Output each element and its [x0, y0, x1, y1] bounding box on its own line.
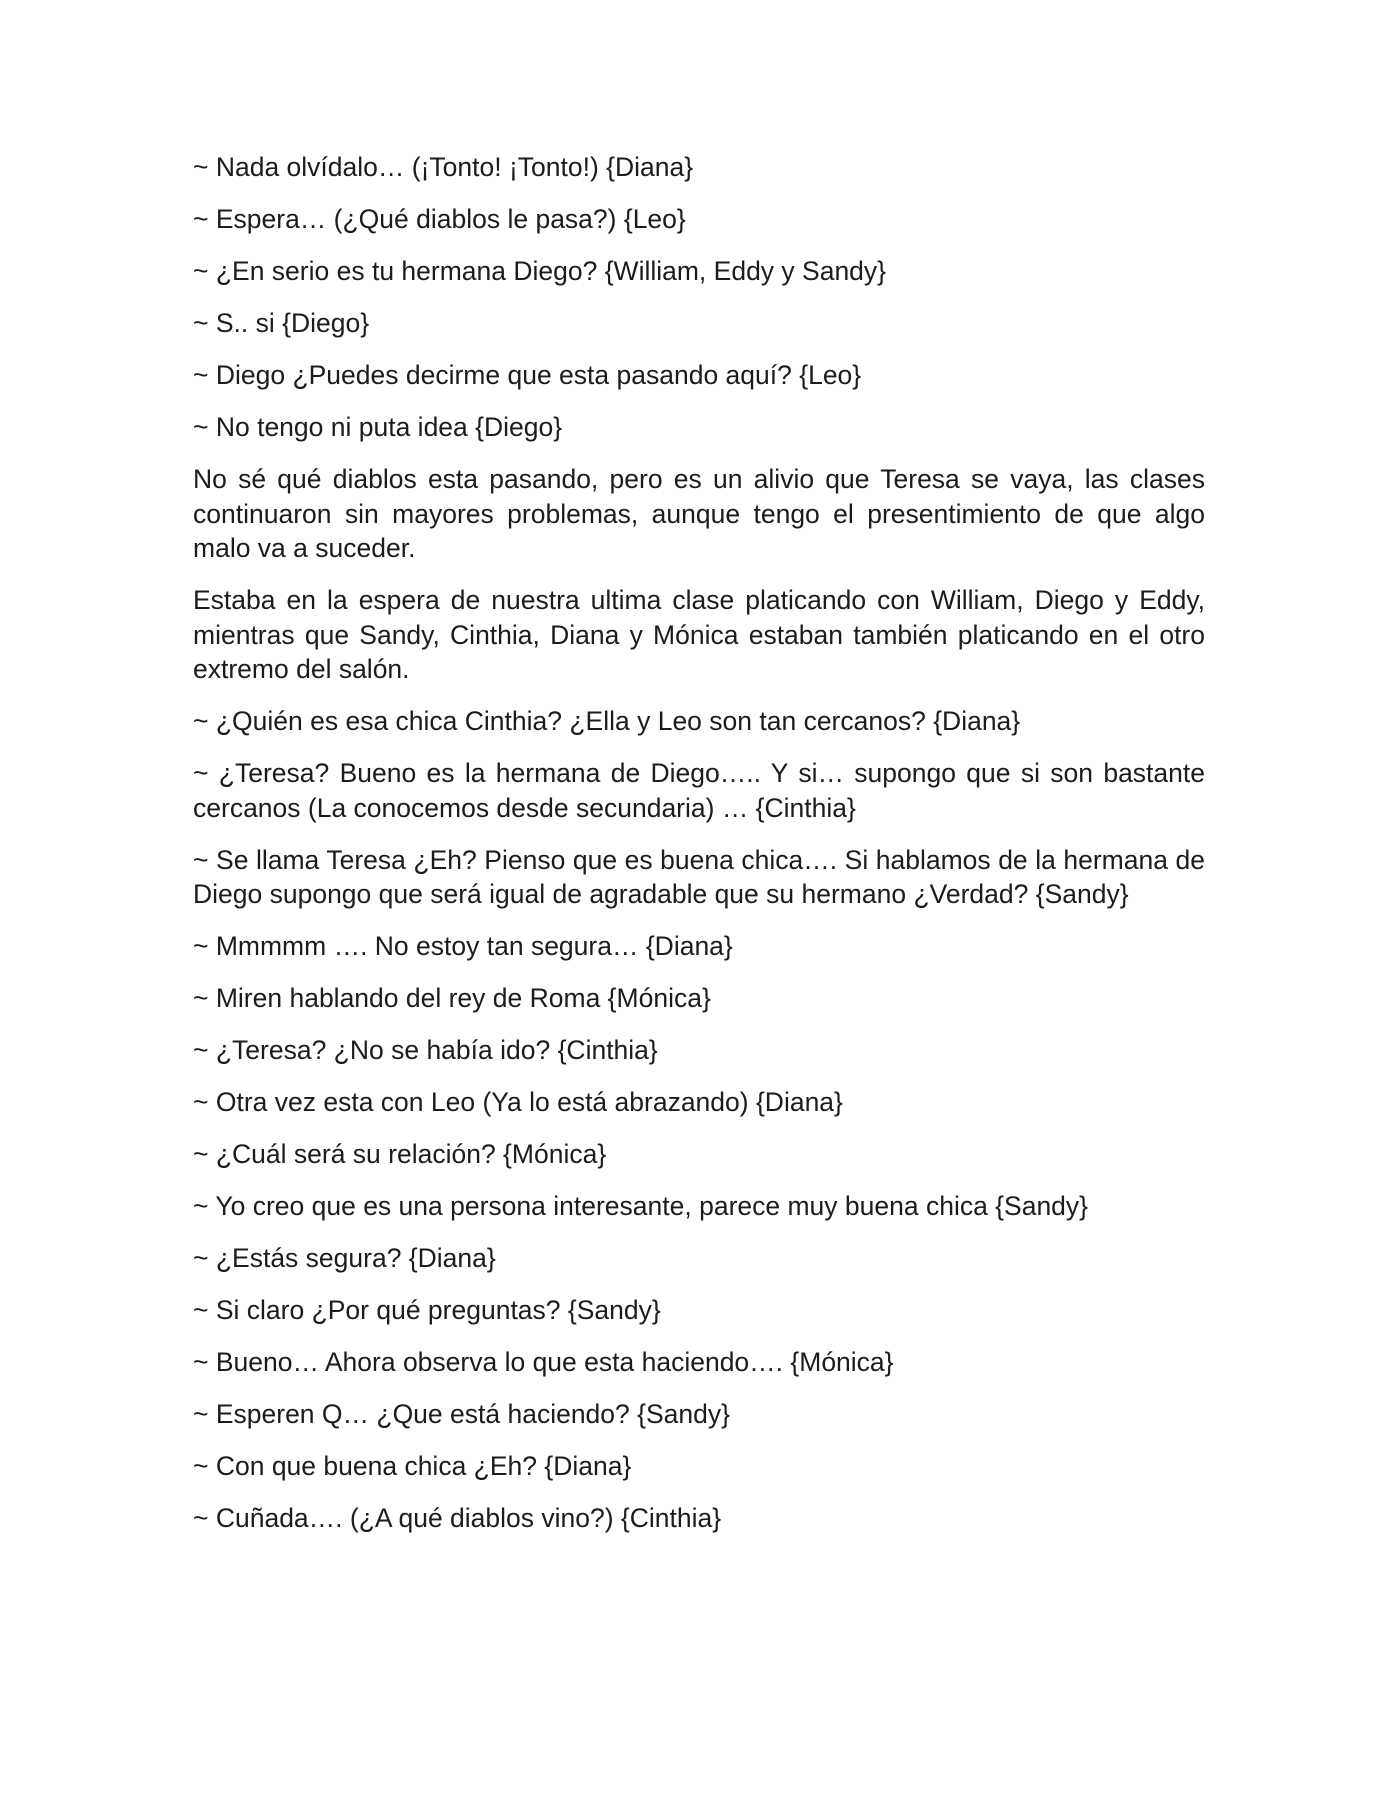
dialogue-line: ~ Nada olvídalo… (¡Tonto! ¡Tonto!) {Diana}: [193, 152, 694, 182]
dialogue-line: ~ Cuñada…. (¿A qué diablos vino?) {Cinthia}: [193, 1503, 722, 1533]
narrative-paragraph: No sé qué diablos esta pasando, pero es un alivio que Teresa se vaya, las clases continuaron sin mayores problemas, aunque tengo el presentimiento de que algo malo va a suceder.: [193, 464, 1205, 563]
dialogue-line: ~ ¿Estás segura? {Diana}: [193, 1243, 496, 1273]
dialogue-line: ~ S.. si {Diego}: [193, 308, 370, 338]
dialogue-line: ~ Con que buena chica ¿Eh? {Diana}: [193, 1451, 632, 1481]
dialogue-line: ~ No tengo ni puta idea {Diego}: [193, 412, 563, 442]
dialogue-paragraph: ~ ¿Teresa? Bueno es la hermana de Diego….. Y si… supongo que si son bastante cercanos (La conocemos desde secundaria) … {Cinthia}: [193, 758, 1205, 823]
dialogue-line: ~ Bueno… Ahora observa lo que esta haciendo…. {Mónica}: [193, 1347, 894, 1377]
dialogue-line: ~ ¿Quién es esa chica Cinthia? ¿Ella y Leo son tan cercanos? {Diana}: [193, 706, 1021, 736]
dialogue-line: ~ Diego ¿Puedes decirme que esta pasando aquí? {Leo}: [193, 360, 862, 390]
narrative-paragraph: Estaba en la espera de nuestra ultima clase platicando con William, Diego y Eddy, mientras que Sandy, Cinthia, Diana y Mónica estaban también platicando en el otro extremo del salón.: [193, 585, 1205, 684]
dialogue-line: ~ Si claro ¿Por qué preguntas? {Sandy}: [193, 1295, 661, 1325]
dialogue-line: ~ Espera… (¿Qué diablos le pasa?) {Leo}: [193, 204, 686, 234]
dialogue-line: ~ Miren hablando del rey de Roma {Mónica}: [193, 983, 711, 1013]
dialogue-line: ~ Esperen Q… ¿Que está haciendo? {Sandy}: [193, 1399, 730, 1429]
dialogue-line: ~ ¿Teresa? ¿No se había ido? {Cinthia}: [193, 1035, 658, 1065]
dialogue-line: ~ Yo creo que es una persona interesante, parece muy buena chica {Sandy}: [193, 1191, 1089, 1221]
dialogue-line: ~ Otra vez esta con Leo (Ya lo está abrazando) {Diana}: [193, 1087, 843, 1117]
dialogue-paragraph: ~ Se llama Teresa ¿Eh? Pienso que es buena chica…. Si hablamos de la hermana de Diego supongo que será igual de agradable que su hermano ¿Verdad? {Sandy}: [193, 844, 1205, 909]
document-page: [193, 150, 1205, 1553]
dialogue-line: ~ ¿En serio es tu hermana Diego? {William, Eddy y Sandy}: [193, 256, 887, 286]
dialogue-line: ~ Mmmmm …. No estoy tan segura… {Diana}: [193, 931, 733, 961]
dialogue-line: ~ ¿Cuál será su relación? {Mónica}: [193, 1139, 607, 1169]
